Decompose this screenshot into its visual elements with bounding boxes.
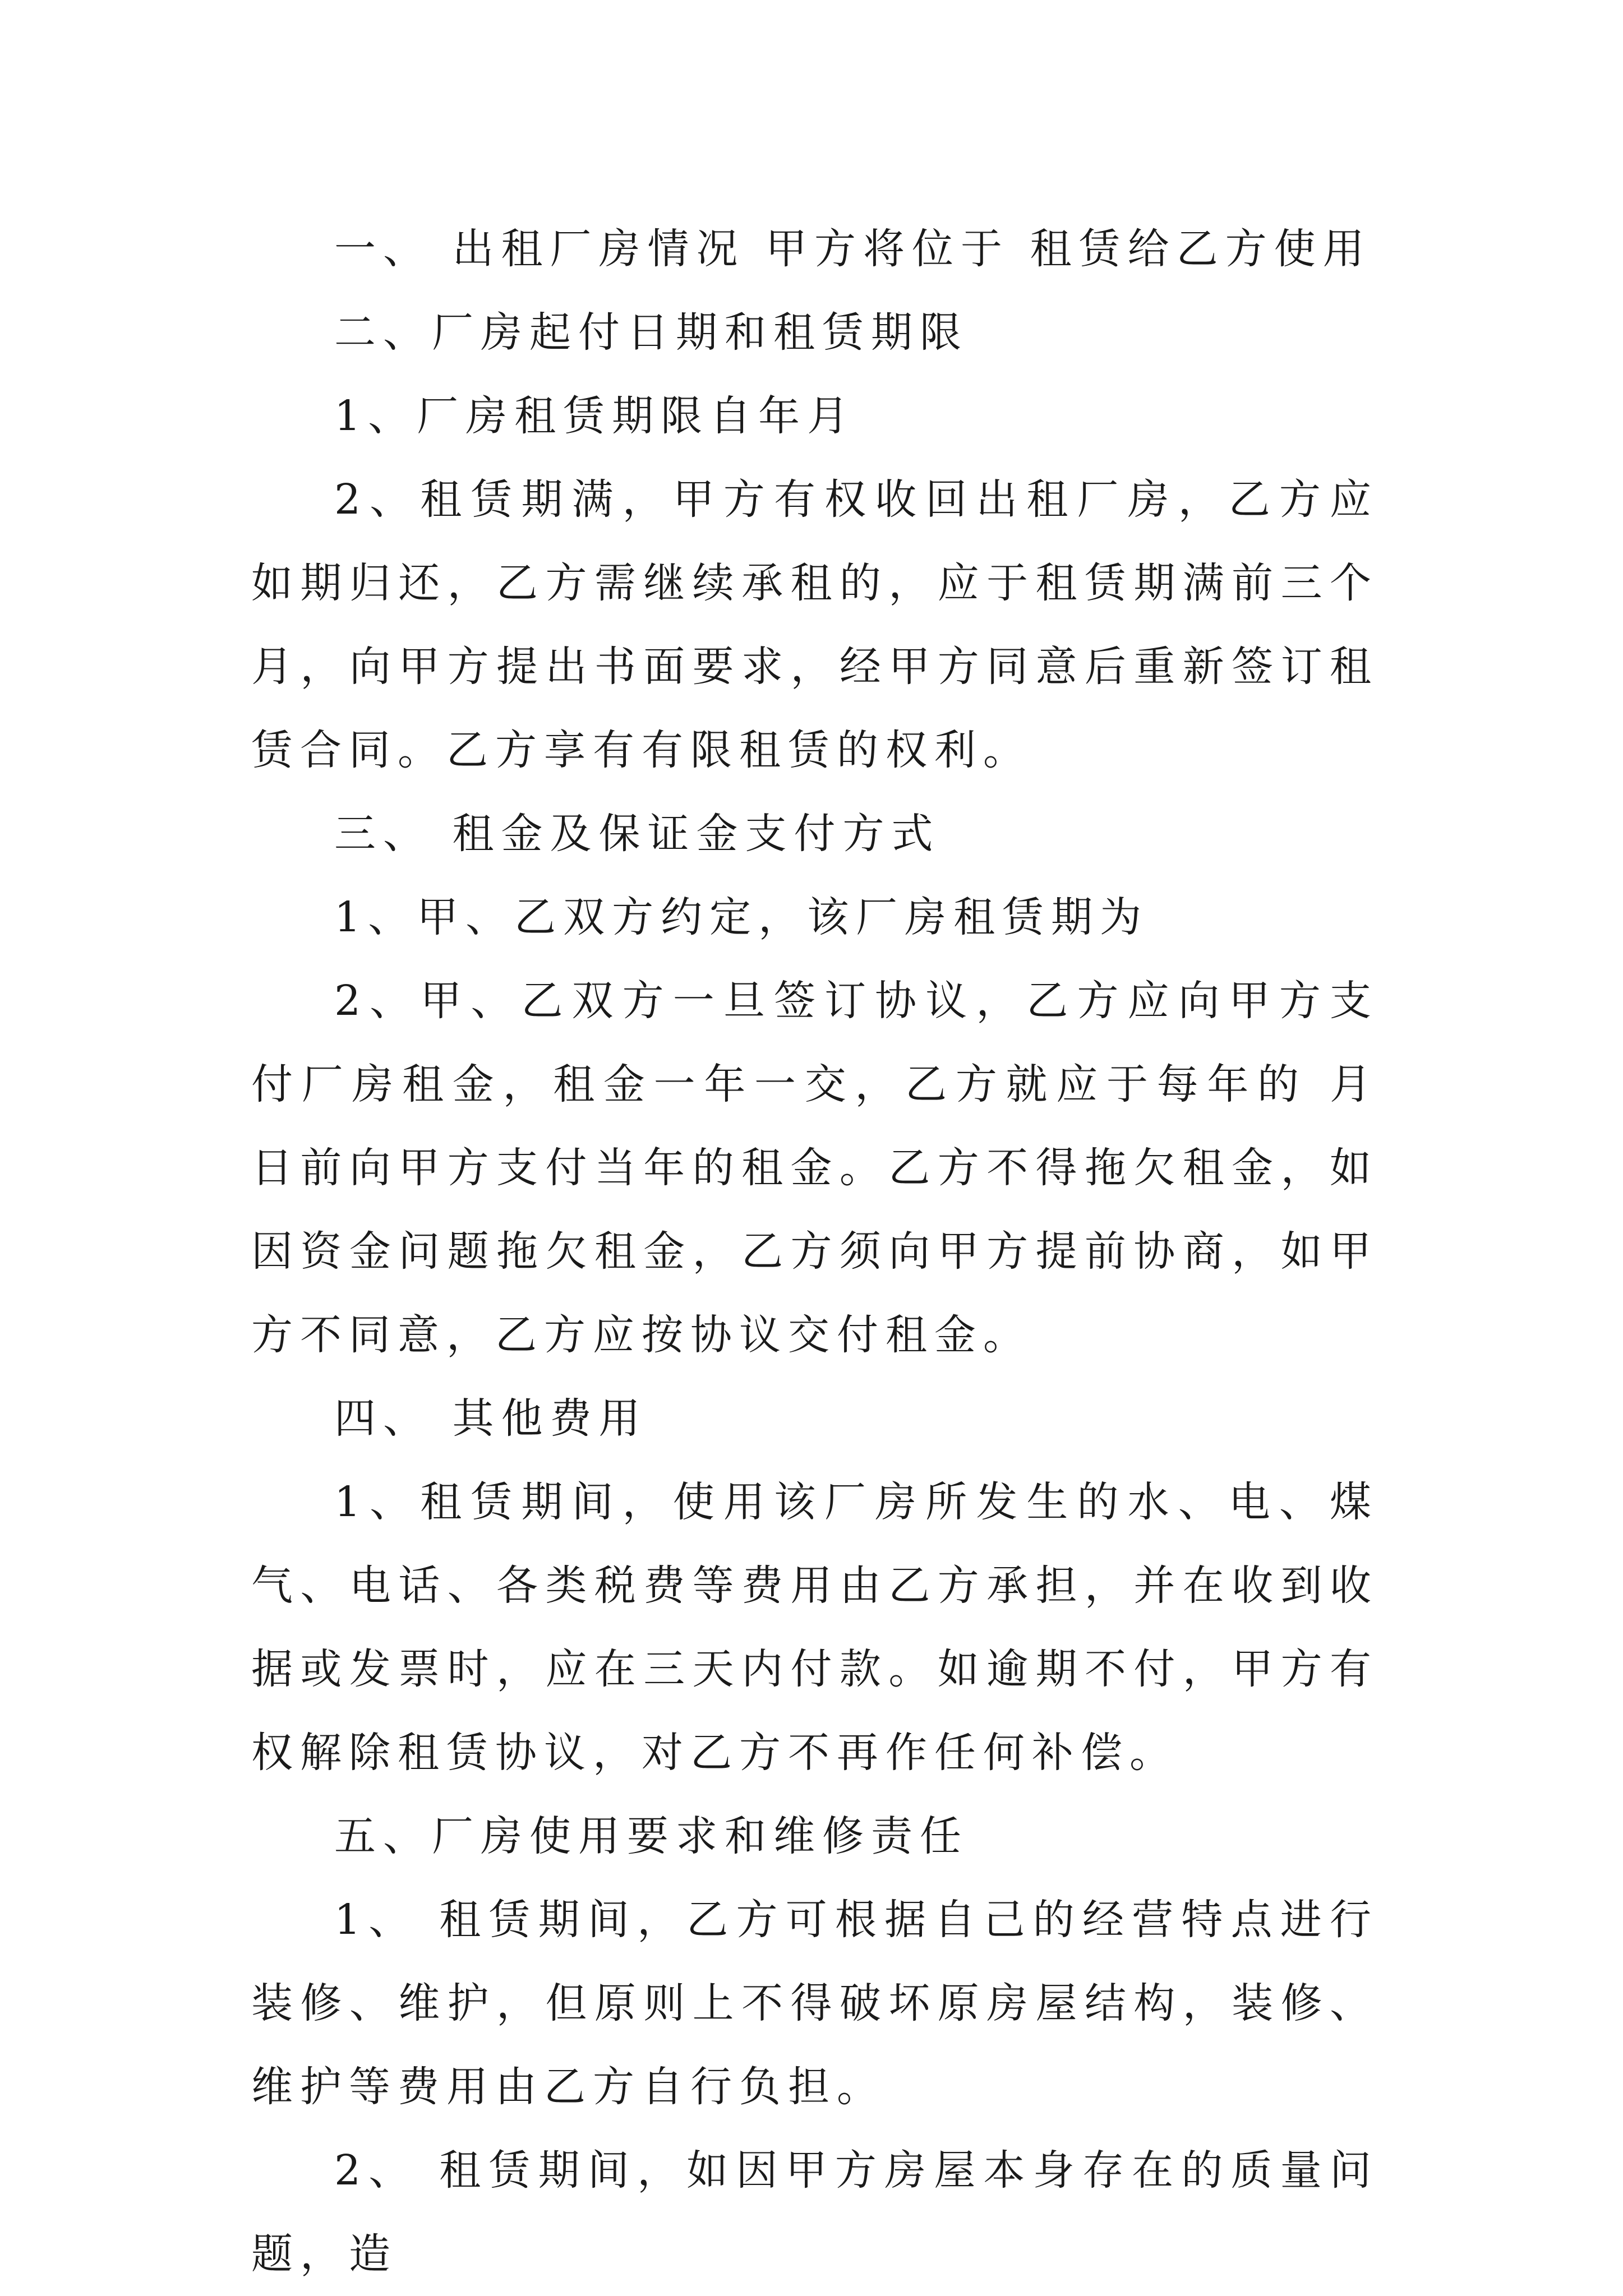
clause-2-1: 1、厂房租赁期限自年月 xyxy=(334,392,856,440)
section-heading-3: 三、 租金及保证金支付方式 xyxy=(334,810,940,858)
section-heading-1: 一、 出租厂房情况 甲方将位于 租赁给乙方使用 xyxy=(334,225,1372,273)
clause-5-1: 1、 租赁期间，乙方可根据自己的经营特点进行装修、维护，但原则上不得破坏原房屋结构，装修、维护等费用由乙方自行负担。 xyxy=(251,1896,1378,2111)
document-body xyxy=(251,207,1399,2296)
section-heading-5: 五、厂房使用要求和维修责任 xyxy=(334,1812,969,1860)
section-heading-4: 四、 其他费用 xyxy=(334,1394,648,1443)
section-heading-2: 二、厂房起付日期和租赁期限 xyxy=(334,308,969,357)
clause-4-1: 1、租赁期间，使用该厂房所发生的水、电、煤气、电话、各类税费等费用由乙方承担，并在收到收据或发票时，应在三天内付款。如逾期不付，甲方有权解除租赁协议，对乙方不再作任何补偿。 xyxy=(251,1478,1378,1777)
clause-3-2: 2、甲、乙双方一旦签订协议，乙方应向甲方支付厂房租金，租金一年一交，乙方就应于每年的 月 日前向甲方支付当年的租金。乙方不得拖欠租金，如因资金问题拖欠租金，乙方须向甲方提前协商，如甲方不同意，乙方应按协议交付租金。 xyxy=(251,977,1399,1359)
clause-3-1: 1、甲、乙双方约定，该厂房租赁期为 xyxy=(334,893,1149,941)
clause-2-2: 2、租赁期满，甲方有权收回出租厂房，乙方应如期归还，乙方需继续承租的，应于租赁期满前三个月，向甲方提出书面要求，经甲方同意后重新签订租赁合同。乙方享有有限租赁的权利。 xyxy=(251,475,1378,774)
clause-5-2: 2、 租赁期间，如因甲方房屋本身存在的质量问题，造 xyxy=(251,2146,1378,2278)
